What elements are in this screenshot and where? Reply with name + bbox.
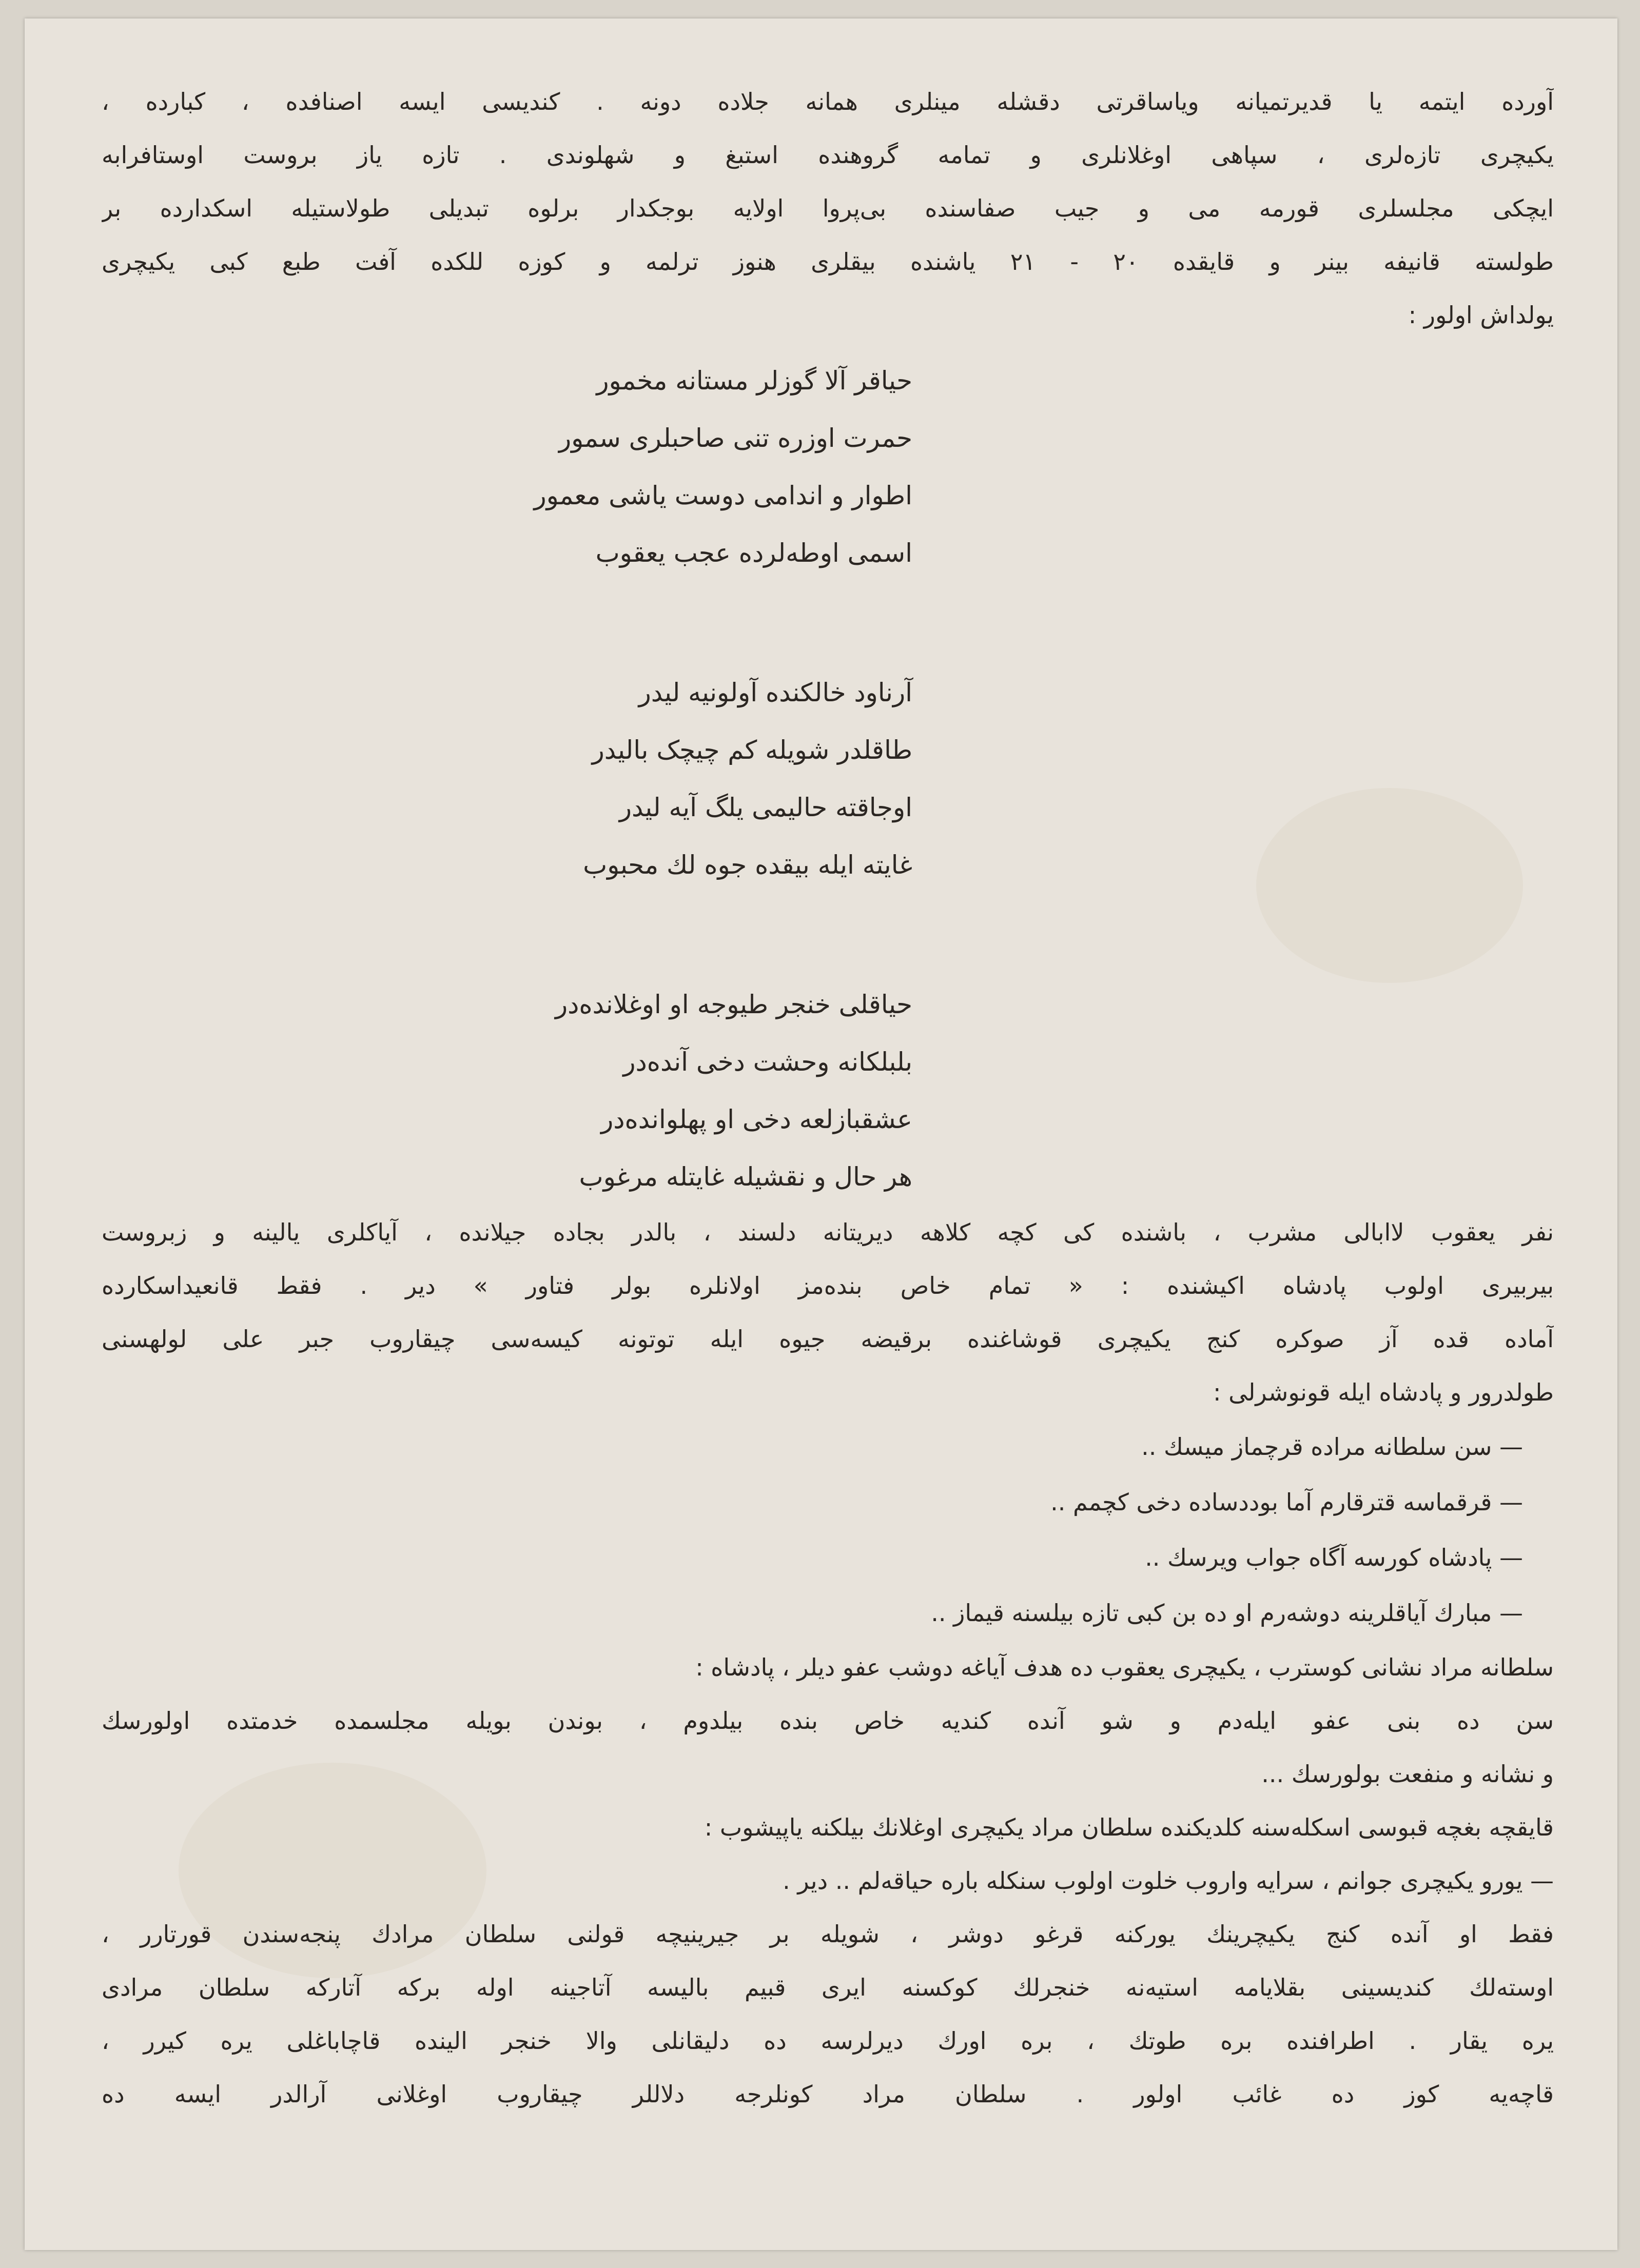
text-line: طولدرور و پادشاه ایله قونوشرلی : — [1213, 1378, 1554, 1406]
paragraph-2 — [102, 1206, 1554, 1419]
dialogue-line: — پادشاه کورسه آگاه جواب ویرسك .. — [1145, 1544, 1523, 1571]
text-line: سن ده بنی عفو ایله‌دم و شو آنده کندیه خاص بنده بیلدوم ، بوندن بویله مجلسمده خدمتده اولورسك — [102, 1707, 1554, 1734]
verse-line: اطوار و اندامی دوست یاشی معمور — [534, 481, 912, 510]
verse-line: اوجاقته حالیمی یلگ آیه لیدر — [619, 793, 912, 822]
paragraph-1 — [102, 75, 1554, 342]
text-line: قایقچه بغچه قبوسی اسکله‌سنه کلدیکنده سلطان مراد یکیچری اوغلانك بیلکنه یاپیشوب : — [704, 1813, 1554, 1841]
text-line: نفر یعقوب لاابالی مشرب ، باشنده کی کچه کلاهه دیریتانه دلسند ، بالدر بجاده جیلانده ، آیاکلری یالینه و زبروست — [102, 1218, 1554, 1246]
verse-line: آرناود خالکنده آولونیه لیدر — [638, 678, 912, 707]
verse-line: بلبلکانه وحشت دخی آنده‌در — [623, 1047, 912, 1077]
text-line: ایچکی مجلسلری قورمه می و جیب صفاسنده بی‌پروا اولایه بوجکدار برلوه تبدیلی طولاستیله اسکدارده بر — [102, 194, 1554, 222]
text-line: یکیچری تازه‌لری ، سپاهی اوغلانلری و تمامه گروهنده استبغ و شهلوندی . تازه یاز بروست اوستافرابه — [102, 141, 1554, 169]
verse-line: عشقبازلعه دخی او پهلوانده‌در — [601, 1105, 912, 1134]
text-line: قاچه‌یه کوز ده غائب اولور . سلطان مراد کونلرجه دلاللر چیقاروب اوغلانی آرالدر ایسه ده — [102, 2080, 1554, 2108]
text-line: طولسته قانیفه بینر و قایقده ۲۰ - ۲۱ یاشنده بیقلری هنوز ترلمه و کوزه للکده آفت طبع کبی یکیچری — [102, 248, 1554, 275]
text-line: فقط او آنده کنج یکیچرینك یورکنه قرغو دوشر ، شویله بر جیرینیچه قولنی سلطان مرادك پنجه‌سندن قورتارر ، — [102, 1920, 1554, 1948]
text-line: و نشانه و منفعت بولورسك ... — [1261, 1760, 1554, 1788]
dialogue-line: — مبارك آیاقلرینه دوشه‌رم او ده بن کبی تازه بیلسنه قیماز .. — [931, 1599, 1523, 1627]
text-line: یره یقار . اطرافنده بره طوتك ، بره اورك دیرلرسه ده دلیقانلی والا خنجر الینده قاچاباغلی یره کیرر ، — [102, 2027, 1554, 2055]
poem-stanza-3 — [102, 976, 1554, 1206]
text-line: یولداش اولور : — [1408, 301, 1554, 329]
verse-line: غایته ایله بیقده جوه لك محبوب — [583, 850, 912, 880]
text-line: آماده قده آز صوکره کنج یکیچری قوشاغنده برقیضه جیوه ایله توتونه کیسه‌سی چیقاروب جبر علی لولهسنی — [102, 1325, 1554, 1353]
text-line: — یورو یکیچری جوانم ، سرایه واروب خلوت اولوب سنکله باره حیاقه‌لم .. دیر . — [783, 1867, 1554, 1895]
text-line: آورده ایتمه یا قدیرتمیانه ویاساقرتی دقشله مینلری همانه جلاده دونه . کندیسی ایسه اصنافده ، کبارده ، — [102, 88, 1554, 115]
verse-line: حمرت اوزره تنی صاحبلری سمور — [559, 423, 912, 453]
text-line: بیربیری اولوب پادشاه اکیشنده : « تمام خاص بنده‌مز اولانلره بولر فتاور » دیر . فقط قانعیداسکارده — [102, 1272, 1554, 1299]
poem-stanza-1 — [102, 352, 1554, 582]
dialogue-line: — قرقماسه قترقارم آما بوددساده دخی کچمم .. — [1050, 1488, 1523, 1516]
verse-line: طاقلدر شویله کم چیچک بالیدر — [592, 735, 912, 765]
verse-line: حیاقلی خنجر طیوجه او اوغلانده‌در — [555, 990, 912, 1019]
text-line: سلطانه مراد نشانی کوسترب ، یکیچری یعقوب ده هدف آیاغه دوشب عفو دیلر ، پادشاه : — [695, 1653, 1554, 1681]
poem-stanza-2 — [102, 664, 1554, 894]
verse-line: هر حال و نقشیله غایتله مرغوب — [579, 1162, 912, 1192]
manuscript-page — [25, 18, 1617, 2250]
verse-line: اسمی اوطه‌لرده عجب یعقوب — [595, 538, 912, 568]
handwritten-text — [102, 75, 1554, 2121]
dialogue — [102, 1419, 1554, 1641]
text-line: اوسته‌لك کندیسینی بقلایامه استیه‌نه خنجرلك کوکسنه ایری قبیم بالیسه آتاجینه اوله برکه آتارکه سلطان مرادی — [102, 1974, 1554, 2001]
dialogue-line: — سن سلطانه مراده قرچماز میسك .. — [1141, 1433, 1523, 1461]
verse-line: حیاقر آلا گوزلر مستانه مخمور — [596, 366, 912, 396]
paragraph-3 — [102, 1641, 1554, 2121]
